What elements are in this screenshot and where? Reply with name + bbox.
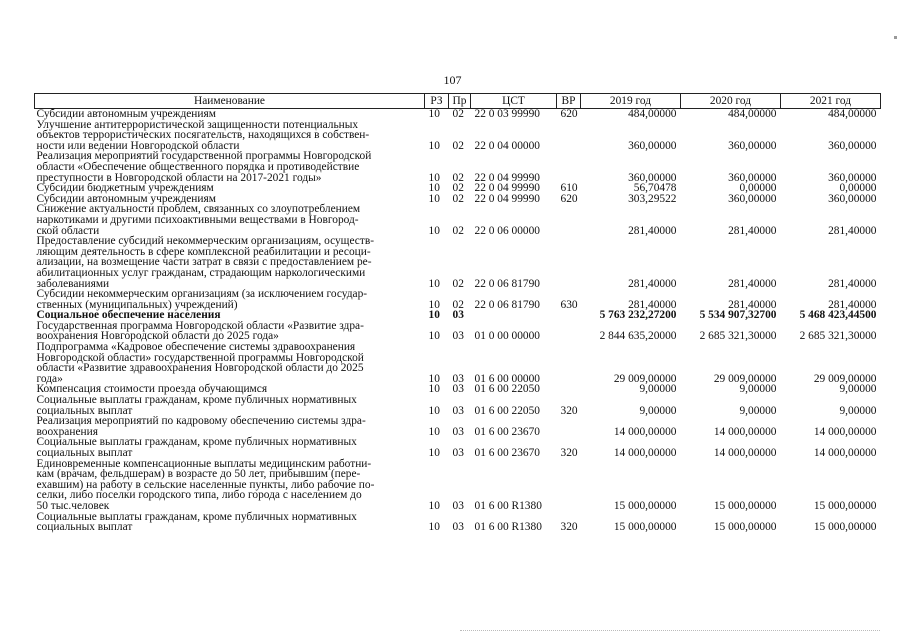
cell-2021: 14 000,00000 — [813, 425, 877, 438]
cell-vr — [557, 459, 581, 512]
cell-cst: 01 6 00 23670 — [474, 425, 540, 438]
cell-name-line: Снижение актуальности проблем, связанных со злоупотреблением — [36, 203, 361, 216]
cell-2019: 360,00000 — [628, 139, 677, 152]
table-row — [35, 109, 881, 120]
cell-name-line: ализации, на возмещение части затрат в связи с предоставлением ре- — [36, 256, 372, 269]
cell-name-line: Предоставление субсидий некоммерческим организациям, осуществ- — [36, 235, 374, 248]
cell-rz: 10 — [428, 425, 440, 438]
cell-name-line: социальных выплат — [36, 447, 133, 459]
cell-name-line: Реализация мероприятий государственной программы Новгородской — [36, 150, 372, 163]
cell-rz: 10 — [428, 521, 440, 534]
cell-name-line: 50 тыс.человек — [36, 499, 110, 512]
cell-name-line: заболеваниями — [36, 277, 110, 290]
cell-vr — [557, 416, 581, 437]
cell-cst: 01 0 00 00000 — [474, 330, 540, 343]
cell-name-line: Реализация мероприятий по кадровому обеспечению системы здра- — [36, 415, 366, 428]
table-row — [35, 204, 881, 236]
cell-2019: 281,40000 — [628, 224, 677, 237]
table-row — [35, 395, 881, 416]
cell-name — [35, 437, 425, 458]
cell-rz: 10 — [428, 171, 440, 184]
cell-vr — [557, 384, 581, 395]
cell-vr — [557, 321, 581, 342]
cell-name — [35, 459, 425, 512]
cell-vr: 320 — [560, 404, 578, 417]
cell-cst: 22 0 06 81790 — [474, 277, 540, 290]
cell-2021: 15 000,00000 — [813, 499, 877, 512]
cell-2019: 15 000,00000 — [613, 499, 677, 512]
cell-name — [35, 416, 425, 437]
cell-2021: 484,00000 — [828, 108, 877, 120]
cell-name-line: наркотиками и другими психоактивными веществами в Новгород- — [36, 213, 359, 226]
cell-2021: 29 009,00000 — [813, 372, 877, 385]
cell-cst: 01 6 00 00000 — [474, 372, 540, 385]
cell-vr: 610 — [560, 182, 578, 195]
cell-name — [35, 151, 425, 183]
cell-cst: 22 0 04 00000 — [474, 139, 540, 152]
cell-name-line: Социальное обеспечение населения — [36, 309, 221, 322]
cell-vr: 630 — [560, 298, 578, 311]
table-row — [35, 321, 881, 342]
cell-pr: 03 — [452, 447, 464, 459]
cell-name-line: воохранения Новгородской области до 2025 года» — [36, 330, 279, 343]
cell-name — [35, 204, 425, 236]
cell-2019: 9,00000 — [639, 404, 677, 417]
cell-name-line: социальных выплат — [36, 404, 133, 417]
table-row — [35, 151, 881, 183]
cell-name-line: области «Развитие здравоохранения Новгородской области до 2025 — [36, 362, 364, 375]
cell-pr: 02 — [452, 182, 464, 195]
cell-2020: 5 534 907,32700 — [699, 309, 777, 322]
cell-name-line: Социальные выплаты гражданам, кроме публичных нормативных — [36, 394, 357, 407]
cell-name-line: Субсидии автономным учреждениям — [36, 108, 216, 120]
cell-2020: 15 000,00000 — [713, 521, 777, 534]
table-row — [35, 289, 881, 310]
cell-name-line: ехавшим) на работу в сельские населенные пункты, либо рабочие по- — [36, 478, 375, 491]
column-header-2020: 2020 год — [681, 94, 781, 109]
cell-2021: 281,40000 — [828, 298, 877, 311]
cell-name-line: ственных (муниципальных) учреждений) — [36, 298, 238, 311]
cell-name-line: кам (врачам, фельдшерам) в возрасте до 50 лет, прибывшим (пере- — [36, 468, 361, 481]
cell-2021: 2 685 321,30000 — [799, 330, 877, 343]
cell-name-line: Единовременные компенсационные выплаты медицинским работни- — [36, 457, 372, 470]
table-body — [35, 109, 881, 533]
cell-2020: 14 000,00000 — [713, 447, 777, 459]
cell-cst: 01 6 00 R1380 — [474, 521, 542, 534]
cell-name — [35, 109, 425, 120]
table-header-row — [35, 94, 881, 109]
cell-2020: 15 000,00000 — [713, 499, 777, 512]
page-number: 107 — [443, 73, 462, 87]
cell-2020: 9,00000 — [739, 383, 777, 396]
cell-2021: 0,00000 — [839, 182, 877, 195]
column-header-rz: РЗ — [425, 94, 449, 109]
cell-rz: 10 — [428, 499, 440, 512]
cell-vr — [557, 204, 581, 236]
cell-name — [35, 120, 425, 152]
cell-2019: 9,00000 — [639, 383, 677, 396]
cell-vr — [557, 151, 581, 183]
cell-2021: 360,00000 — [828, 139, 877, 152]
cell-vr — [557, 236, 581, 289]
cell-2019: 14 000,00000 — [613, 447, 677, 459]
cell-2021: 5 468 423,44500 — [799, 309, 877, 322]
cell-vr: 320 — [560, 447, 578, 459]
cell-2019: 281,40000 — [628, 277, 677, 290]
cell-2019: 484,00000 — [628, 108, 677, 120]
table-row — [35, 437, 881, 458]
column-header-vr: ВР — [557, 94, 581, 109]
cell-2021: 281,40000 — [828, 224, 877, 237]
cell-name — [35, 321, 425, 342]
cell-cst: 22 0 04 99990 — [474, 171, 540, 184]
cell-2019: 281,40000 — [628, 298, 677, 311]
cell-name-line: Субсидии некоммерческим организациям (за исключением государ- — [36, 288, 368, 301]
column-header-2019: 2019 год — [581, 94, 681, 109]
cell-name-line: ляющим деятельность в сфере комплексной реабилитации и ресоци- — [36, 245, 371, 258]
cell-2021: 14 000,00000 — [813, 447, 877, 459]
cell-2021: 360,00000 — [828, 192, 877, 205]
table-row — [35, 459, 881, 512]
cell-2019: 2 844 635,20000 — [599, 330, 677, 343]
cell-name-line: Субсидии автономным учреждениям — [36, 192, 216, 205]
cell-pr: 03 — [452, 499, 464, 512]
cell-pr: 03 — [452, 309, 464, 322]
cell-cst: 22 0 04 99990 — [474, 182, 540, 195]
cell-name-line: Подпрограмма «Кадровое обеспечение системы здравоохранения — [36, 341, 356, 354]
cell-pr: 02 — [452, 108, 464, 120]
table-row — [35, 512, 881, 533]
cell-2020: 360,00000 — [728, 171, 777, 184]
cell-cst: 01 6 00 R1380 — [474, 499, 542, 512]
cell-name — [35, 512, 425, 533]
cell-pr: 03 — [452, 383, 464, 396]
cell-pr: 02 — [452, 139, 464, 152]
cell-name — [35, 236, 425, 289]
cell-vr: 320 — [560, 521, 578, 534]
cell-2019: 29 009,00000 — [613, 372, 677, 385]
cell-2020: 360,00000 — [728, 139, 777, 152]
table-row — [35, 342, 881, 384]
cell-2020: 29 009,00000 — [713, 372, 777, 385]
cell-2020: 0,00000 — [739, 182, 777, 195]
cell-2021: 281,40000 — [828, 277, 877, 290]
cell-pr: 02 — [452, 298, 464, 311]
cell-name-line: воохранения — [36, 425, 98, 438]
cell-2021: 9,00000 — [839, 383, 877, 396]
cell-2019: 15 000,00000 — [613, 521, 677, 534]
cell-cst: 22 0 06 00000 — [474, 224, 540, 237]
cell-rz: 10 — [428, 404, 440, 417]
cell-name — [35, 395, 425, 416]
cell-2021: 360,00000 — [828, 171, 877, 184]
cell-rz: 10 — [428, 224, 440, 237]
cell-vr: 620 — [560, 192, 578, 205]
cell-name-line: абилитационных услуг гражданам, страдающим наркологическими — [36, 266, 366, 279]
cell-2020: 484,00000 — [728, 108, 777, 120]
cell-pr: 02 — [452, 224, 464, 237]
cell-vr — [557, 342, 581, 384]
cell-rz: 10 — [428, 330, 440, 343]
cell-2020: 9,00000 — [739, 404, 777, 417]
cell-name — [35, 289, 425, 310]
column-header-pr: Пр — [449, 94, 471, 109]
budget-table — [34, 93, 881, 533]
cell-2020: 14 000,00000 — [713, 425, 777, 438]
cell-name-line: селки, либо поселки городского типа, либо города с населением до — [36, 489, 362, 502]
cell-2019: 56,70478 — [633, 182, 677, 195]
column-header-2021: 2021 год — [781, 94, 881, 109]
cell-pr: 03 — [452, 425, 464, 438]
cell-cst — [471, 310, 557, 321]
cell-name-line: Компенсация стоимости проезда обучающимся — [36, 383, 268, 396]
cell-cst: 22 0 04 99990 — [474, 192, 540, 205]
cell-name-line: Государственная программа Новгородской области «Развитие здра- — [36, 319, 364, 332]
cell-2020: 360,00000 — [728, 192, 777, 205]
cell-name — [35, 342, 425, 384]
cell-2019: 14 000,00000 — [613, 425, 677, 438]
cell-rz: 10 — [428, 182, 440, 195]
cell-name-line: объектов террористических посягательств, находящихся в собствен- — [36, 129, 370, 142]
cell-name-line: социальных выплат — [36, 521, 133, 534]
cell-rz: 10 — [428, 447, 440, 459]
cell-name-line: области «Обеспечение общественного порядка и противодействие — [36, 160, 360, 173]
cell-rz: 10 — [428, 298, 440, 311]
cell-rz: 10 — [428, 192, 440, 205]
cell-name-line: преступности в Новгородской области на 2017-2021 годы» — [36, 171, 322, 184]
cell-rz: 10 — [428, 372, 440, 385]
scan-artifact-line — [460, 630, 880, 634]
cell-name-line: года» — [36, 372, 63, 385]
cell-name-line: Новгородской области» государственной программы Новгородской — [36, 351, 364, 364]
table-row — [35, 120, 881, 152]
column-header-name: Наименование — [35, 94, 425, 109]
column-header-cst: ЦСТ — [471, 94, 557, 109]
cell-2020: 281,40000 — [728, 277, 777, 290]
table-row — [35, 236, 881, 289]
cell-vr: 620 — [560, 108, 578, 120]
cell-rz: 10 — [428, 309, 440, 322]
cell-cst: 01 6 00 22050 — [474, 404, 540, 417]
cell-rz: 10 — [428, 108, 440, 120]
cell-2021: 9,00000 — [839, 404, 877, 417]
cell-name-line: Социальные выплаты гражданам, кроме публичных нормативных — [36, 436, 357, 449]
cell-2019: 360,00000 — [628, 171, 677, 184]
cell-cst: 01 6 00 22050 — [474, 383, 540, 396]
cell-pr: 03 — [452, 330, 464, 343]
cell-rz: 10 — [428, 277, 440, 290]
cell-rz: 10 — [428, 383, 440, 396]
cell-vr — [557, 120, 581, 152]
cell-2020: 281,40000 — [728, 298, 777, 311]
cell-name-line: Улучшение антитеррористической защищенности потенциальных — [36, 118, 359, 131]
cell-pr: 02 — [452, 171, 464, 184]
cell-pr: 02 — [452, 277, 464, 290]
cell-cst: 22 0 06 81790 — [474, 298, 540, 311]
cell-2019: 5 763 232,27200 — [599, 309, 677, 322]
cell-name-line: ности или ведении Новгородской области — [36, 139, 240, 152]
cell-name-line: ской области — [36, 224, 100, 237]
cell-2020: 281,40000 — [728, 224, 777, 237]
cell-pr: 02 — [452, 192, 464, 205]
cell-2020: 2 685 321,30000 — [699, 330, 777, 343]
cell-name-line: Субсидии бюджетным учреждениям — [36, 182, 214, 195]
cell-rz: 10 — [428, 139, 440, 152]
cell-vr — [557, 310, 581, 321]
cell-pr: 03 — [452, 404, 464, 417]
table-row — [35, 416, 881, 437]
cell-cst: 22 0 03 99990 — [474, 108, 540, 120]
cell-name-line: Социальные выплаты гражданам, кроме публичных нормативных — [36, 510, 357, 523]
cell-cst: 01 6 00 23670 — [474, 447, 540, 459]
scan-artifact-dot — [894, 36, 897, 39]
cell-pr: 03 — [452, 372, 464, 385]
cell-2021: 15 000,00000 — [813, 521, 877, 534]
cell-pr: 03 — [452, 521, 464, 534]
cell-2019: 303,29522 — [628, 192, 677, 205]
